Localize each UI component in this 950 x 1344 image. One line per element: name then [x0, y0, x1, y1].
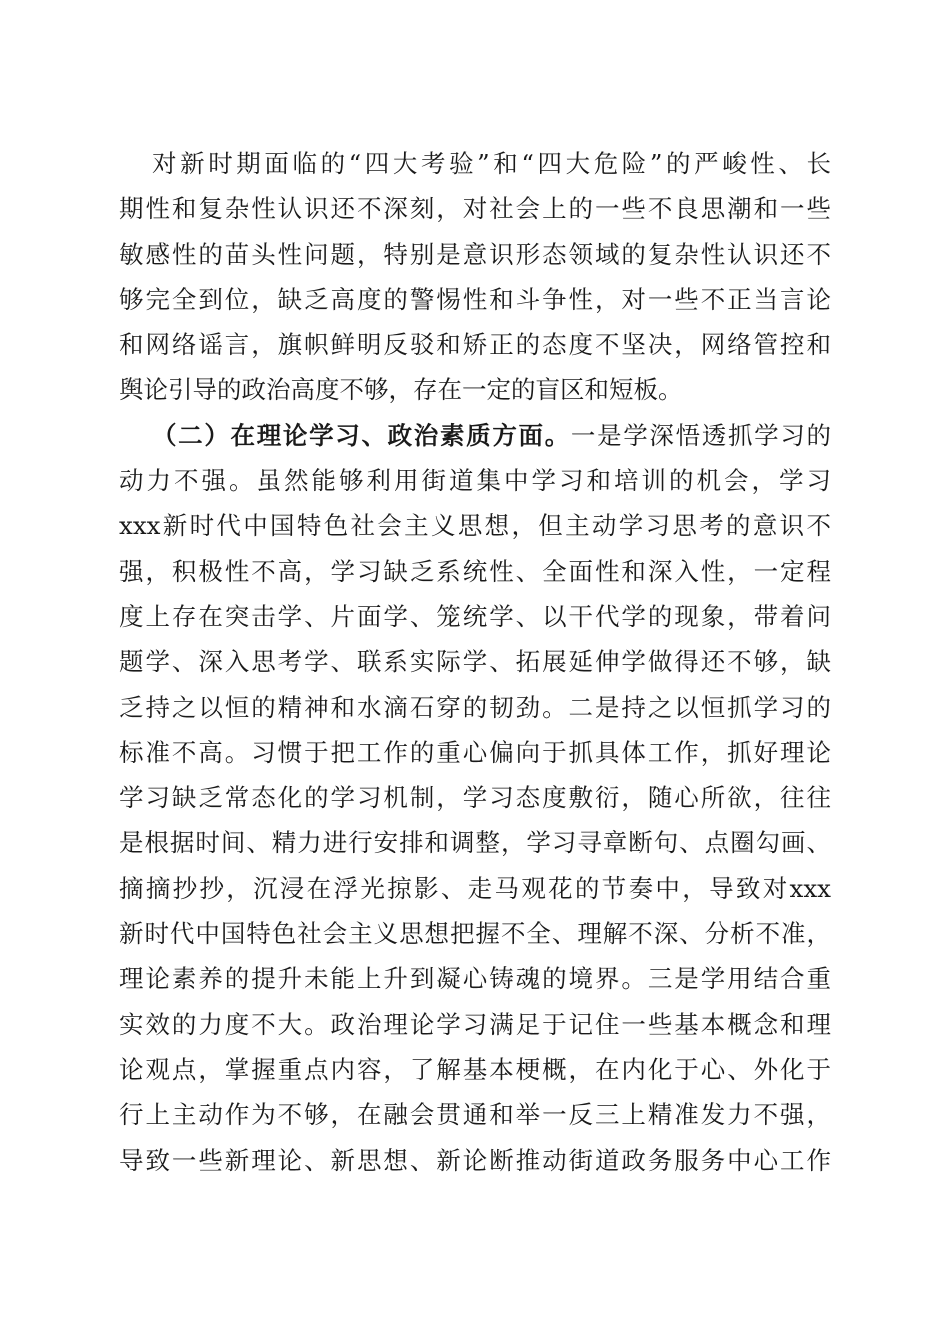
text-line: 实效的力度不大。政治理论学习满足于记住一些基本概念和理 — [119, 1009, 831, 1039]
section-heading: （二）在理论学习、政治素质方面。 — [152, 420, 571, 450]
text-line: xxx新时代中国特色社会主义思想，但主动学习思考的意识不 — [119, 511, 831, 541]
text-line: 是根据时间、精力进行安排和调整，学习寻章断句、点圈勾画、 — [119, 828, 831, 858]
text-line: 题学、深入思考学、联系实际学、拓展延伸学做得还不够，缺 — [119, 647, 831, 677]
text-line: 导致一些新理论、新思想、新论断推动街道政务服务中心工作 — [119, 1145, 831, 1175]
text-line: 摘摘抄抄，沉浸在浮光掠影、走马观花的节奏中，导致对xxx — [119, 873, 831, 903]
text-line: 论观点，掌握重点内容，了解基本梗概，在内化于心、外化于 — [119, 1054, 831, 1084]
text-line: 期性和复杂性认识还不深刻，对社会上的一些不良思潮和一些 — [119, 194, 831, 224]
paragraph-1 — [119, 141, 831, 413]
text-line: 学习缺乏常态化的学习机制，学习态度敷衍，随心所欲，往往 — [119, 783, 831, 813]
text-line: 够完全到位，缺乏高度的警惕性和斗争性，对一些不正当言论 — [119, 284, 831, 314]
text-line: 标准不高。习惯于把工作的重心偏向于抓具体工作，抓好理论 — [119, 737, 831, 767]
text-line: 舆论引导的政治高度不够，存在一定的盲区和短板。 — [119, 375, 683, 405]
text-line — [119, 413, 831, 458]
text-line: 和网络谣言，旗帜鲜明反驳和矫正的态度不坚决，网络管控和 — [119, 330, 831, 360]
text-line: 敏感性的苗头性问题，特别是意识形态领域的复杂性认识还不 — [119, 239, 831, 269]
paragraph-2 — [119, 413, 831, 1183]
text-run: 一是学深悟透抓学习的 — [570, 420, 832, 450]
text-line: 度上存在突击学、片面学、笼统学、以干代学的现象，带着问 — [119, 601, 831, 631]
text-line: 动力不强。虽然能够利用街道集中学习和培训的机会，学习 — [119, 466, 831, 496]
document-body — [119, 141, 831, 1183]
text-line: 新时代中国特色社会主义思想把握不全、理解不深、分析不准， — [119, 919, 831, 949]
text-line: 理论素养的提升未能上升到凝心铸魂的境界。三是学用结合重 — [119, 964, 831, 994]
text-line: 强，积极性不高，学习缺乏系统性、全面性和深入性，一定程 — [119, 556, 831, 586]
text-line: 行上主动作为不够，在融会贯通和举一反三上精准发力不强， — [119, 1100, 831, 1130]
text-line: 乏持之以恒的精神和水滴石穿的韧劲。二是持之以恒抓学习的 — [119, 692, 831, 722]
text-line: 对新时期面临的“四大考验”和“四大危险”的严峻性、长 — [152, 149, 831, 178]
